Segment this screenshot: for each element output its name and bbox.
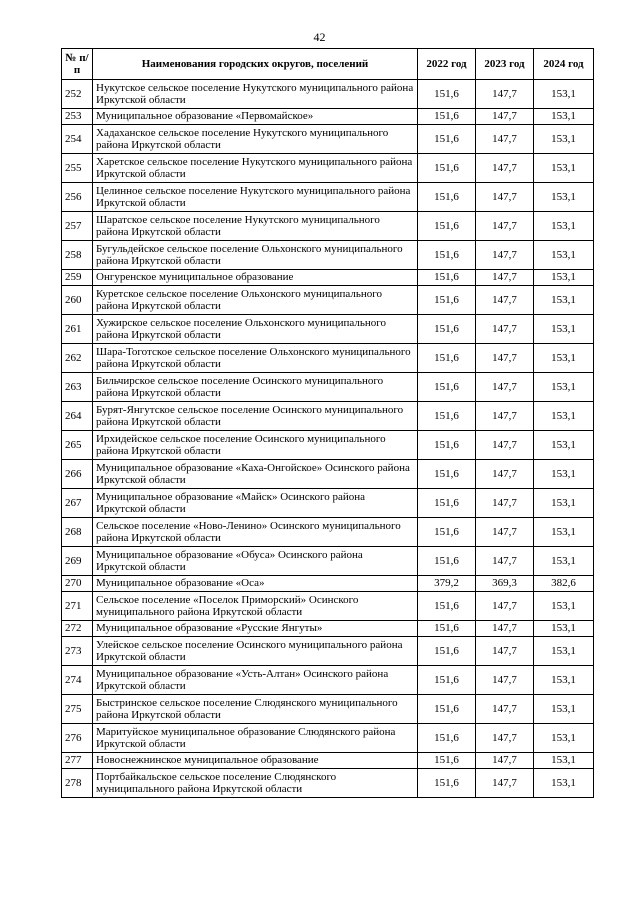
table-row [62, 109, 594, 125]
row-name: Муниципальное образование «Оса» [93, 576, 418, 592]
row-name: Хадаханское сельское поселение Нукутского муниципального района Иркутской области [93, 125, 418, 154]
table-row [62, 286, 594, 315]
row-value-2022: 151,6 [418, 344, 476, 373]
row-name: Нукутское сельское поселение Нукутского муниципального района Иркутской области [93, 80, 418, 109]
row-value-2022: 151,6 [418, 695, 476, 724]
row-value-2022: 151,6 [418, 724, 476, 753]
row-value-2022: 151,6 [418, 769, 476, 798]
row-value-2024: 153,1 [534, 769, 594, 798]
row-number: 252 [62, 80, 93, 109]
table-row [62, 154, 594, 183]
table-row [62, 724, 594, 753]
row-number: 259 [62, 270, 93, 286]
row-value-2023: 147,7 [476, 109, 534, 125]
row-value-2022: 151,6 [418, 518, 476, 547]
row-value-2024: 153,1 [534, 753, 594, 769]
row-number: 263 [62, 373, 93, 402]
row-value-2023: 147,7 [476, 270, 534, 286]
row-number: 277 [62, 753, 93, 769]
header-num: № п/п [62, 49, 93, 80]
row-name: Муниципальное образование «Первомайское» [93, 109, 418, 125]
row-value-2023: 147,7 [476, 431, 534, 460]
row-value-2023: 147,7 [476, 621, 534, 637]
row-number: 268 [62, 518, 93, 547]
row-value-2024: 153,1 [534, 270, 594, 286]
row-name: Онгуренское муниципальное образование [93, 270, 418, 286]
row-name: Муниципальное образование «Обуса» Осинского района Иркутской области [93, 547, 418, 576]
row-value-2024: 153,1 [534, 621, 594, 637]
row-value-2023: 147,7 [476, 80, 534, 109]
row-value-2024: 153,1 [534, 592, 594, 621]
row-name: Улейское сельское поселение Осинского муниципального района Иркутской области [93, 637, 418, 666]
row-number: 258 [62, 241, 93, 270]
row-value-2024: 153,1 [534, 666, 594, 695]
row-name: Сельское поселение «Ново-Ленино» Осинского муниципального района Иркутской области [93, 518, 418, 547]
table-row [62, 80, 594, 109]
row-name: Куретское сельское поселение Ольхонского муниципального района Иркутской области [93, 286, 418, 315]
row-number: 271 [62, 592, 93, 621]
row-name: Шара-Тоготское сельское поселение Ольхонского муниципального района Иркутской области [93, 344, 418, 373]
row-value-2022: 151,6 [418, 592, 476, 621]
row-value-2022: 151,6 [418, 109, 476, 125]
row-value-2022: 151,6 [418, 547, 476, 576]
row-value-2023: 147,7 [476, 344, 534, 373]
row-value-2024: 153,1 [534, 402, 594, 431]
row-value-2024: 153,1 [534, 724, 594, 753]
settlements-table [61, 48, 594, 798]
row-value-2024: 153,1 [534, 241, 594, 270]
row-number: 257 [62, 212, 93, 241]
table-row [62, 183, 594, 212]
row-value-2024: 153,1 [534, 373, 594, 402]
row-value-2023: 147,7 [476, 724, 534, 753]
row-name: Харетское сельское поселение Нукутского муниципального района Иркутской области [93, 154, 418, 183]
table-row [62, 212, 594, 241]
header-2024: 2024 год [534, 49, 594, 80]
row-value-2024: 153,1 [534, 344, 594, 373]
row-value-2022: 151,6 [418, 753, 476, 769]
row-value-2022: 151,6 [418, 489, 476, 518]
row-number: 265 [62, 431, 93, 460]
row-value-2023: 147,7 [476, 460, 534, 489]
row-name: Целинное сельское поселение Нукутского муниципального района Иркутской области [93, 183, 418, 212]
row-value-2022: 151,6 [418, 125, 476, 154]
row-number: 267 [62, 489, 93, 518]
row-value-2024: 153,1 [534, 125, 594, 154]
row-value-2022: 151,6 [418, 637, 476, 666]
row-name: Портбайкальское сельское поселение Слюдянского муниципального района Иркутской области [93, 769, 418, 798]
row-value-2022: 151,6 [418, 154, 476, 183]
row-value-2022: 151,6 [418, 431, 476, 460]
row-value-2022: 151,6 [418, 460, 476, 489]
table-row [62, 753, 594, 769]
table-row [62, 621, 594, 637]
row-value-2022: 151,6 [418, 183, 476, 212]
table-row [62, 431, 594, 460]
row-value-2022: 151,6 [418, 212, 476, 241]
header-2023: 2023 год [476, 49, 534, 80]
table-row [62, 547, 594, 576]
row-number: 254 [62, 125, 93, 154]
table-row [62, 518, 594, 547]
row-value-2023: 147,7 [476, 489, 534, 518]
row-name: Муниципальное образование «Усть-Алтан» Осинского района Иркутской области [93, 666, 418, 695]
row-number: 266 [62, 460, 93, 489]
table-row [62, 460, 594, 489]
table-row [62, 769, 594, 798]
row-number: 253 [62, 109, 93, 125]
row-name: Шаратское сельское поселение Нукутского муниципального района Иркутской области [93, 212, 418, 241]
row-number: 269 [62, 547, 93, 576]
row-value-2023: 147,7 [476, 547, 534, 576]
row-name: Бурят-Янгутское сельское поселение Осинского муниципального района Иркутской области [93, 402, 418, 431]
row-value-2024: 382,6 [534, 576, 594, 592]
row-value-2023: 147,7 [476, 212, 534, 241]
row-value-2023: 147,7 [476, 695, 534, 724]
row-number: 255 [62, 154, 93, 183]
row-value-2023: 147,7 [476, 286, 534, 315]
row-number: 274 [62, 666, 93, 695]
row-value-2022: 151,6 [418, 270, 476, 286]
row-value-2023: 147,7 [476, 402, 534, 431]
row-value-2023: 147,7 [476, 315, 534, 344]
row-value-2022: 151,6 [418, 315, 476, 344]
row-number: 272 [62, 621, 93, 637]
row-name: Сельское поселение «Поселок Приморский» Осинского муниципального района Иркутской области [93, 592, 418, 621]
row-value-2024: 153,1 [534, 183, 594, 212]
row-value-2024: 153,1 [534, 547, 594, 576]
table-row [62, 125, 594, 154]
row-name: Ирхидейское сельское поселение Осинского муниципального района Иркутской области [93, 431, 418, 460]
row-value-2023: 147,7 [476, 592, 534, 621]
row-value-2024: 153,1 [534, 286, 594, 315]
row-number: 276 [62, 724, 93, 753]
row-number: 275 [62, 695, 93, 724]
table-row [62, 373, 594, 402]
row-value-2023: 147,7 [476, 241, 534, 270]
table-row [62, 489, 594, 518]
row-value-2024: 153,1 [534, 109, 594, 125]
table-row [62, 695, 594, 724]
row-value-2024: 153,1 [534, 637, 594, 666]
row-value-2022: 151,6 [418, 80, 476, 109]
row-number: 261 [62, 315, 93, 344]
row-name: Муниципальное образование «Русские Янгуты» [93, 621, 418, 637]
row-value-2022: 379,2 [418, 576, 476, 592]
header-2022: 2022 год [418, 49, 476, 80]
row-name: Муниципальное образование «Каха-Онгойское» Осинского района Иркутской области [93, 460, 418, 489]
row-number: 256 [62, 183, 93, 212]
row-value-2022: 151,6 [418, 286, 476, 315]
row-value-2023: 147,7 [476, 373, 534, 402]
page-number: 42 [313, 30, 326, 44]
row-value-2024: 153,1 [534, 154, 594, 183]
table-row [62, 666, 594, 695]
table-row [62, 637, 594, 666]
row-value-2022: 151,6 [418, 402, 476, 431]
table-row [62, 241, 594, 270]
row-number: 262 [62, 344, 93, 373]
row-value-2023: 147,7 [476, 753, 534, 769]
row-value-2024: 153,1 [534, 518, 594, 547]
table-body [62, 80, 594, 798]
row-value-2023: 147,7 [476, 518, 534, 547]
row-value-2022: 151,6 [418, 666, 476, 695]
row-number: 270 [62, 576, 93, 592]
table-row [62, 576, 594, 592]
row-name: Бильчирское сельское поселение Осинского муниципального района Иркутской области [93, 373, 418, 402]
row-value-2024: 153,1 [534, 489, 594, 518]
row-value-2024: 153,1 [534, 80, 594, 109]
row-value-2023: 147,7 [476, 154, 534, 183]
row-name: Бугульдейское сельское поселение Ольхонского муниципального района Иркутской области [93, 241, 418, 270]
row-value-2022: 151,6 [418, 373, 476, 402]
row-name: Быстринское сельское поселение Слюдянского муниципального района Иркутской области [93, 695, 418, 724]
table-row [62, 402, 594, 431]
row-value-2024: 153,1 [534, 315, 594, 344]
row-value-2022: 151,6 [418, 241, 476, 270]
row-value-2024: 153,1 [534, 695, 594, 724]
table-row [62, 315, 594, 344]
table-row [62, 592, 594, 621]
row-name: Маритуйское муниципальное образование Слюдянского района Иркутской области [93, 724, 418, 753]
table-row [62, 344, 594, 373]
row-value-2023: 147,7 [476, 125, 534, 154]
header-name: Наименования городских округов, поселений [93, 49, 418, 80]
row-number: 273 [62, 637, 93, 666]
row-value-2022: 151,6 [418, 621, 476, 637]
row-value-2024: 153,1 [534, 212, 594, 241]
row-name: Новоснежнинское муниципальное образование [93, 753, 418, 769]
row-value-2024: 153,1 [534, 460, 594, 489]
row-value-2023: 369,3 [476, 576, 534, 592]
row-value-2023: 147,7 [476, 666, 534, 695]
row-name: Муниципальное образование «Майск» Осинского района Иркутской области [93, 489, 418, 518]
row-value-2023: 147,7 [476, 183, 534, 212]
row-name: Хужирское сельское поселение Ольхонского муниципального района Иркутской области [93, 315, 418, 344]
row-number: 260 [62, 286, 93, 315]
row-value-2023: 147,7 [476, 637, 534, 666]
row-number: 264 [62, 402, 93, 431]
row-number: 278 [62, 769, 93, 798]
row-value-2023: 147,7 [476, 769, 534, 798]
table-header-row [62, 49, 594, 80]
table-row [62, 270, 594, 286]
row-value-2024: 153,1 [534, 431, 594, 460]
